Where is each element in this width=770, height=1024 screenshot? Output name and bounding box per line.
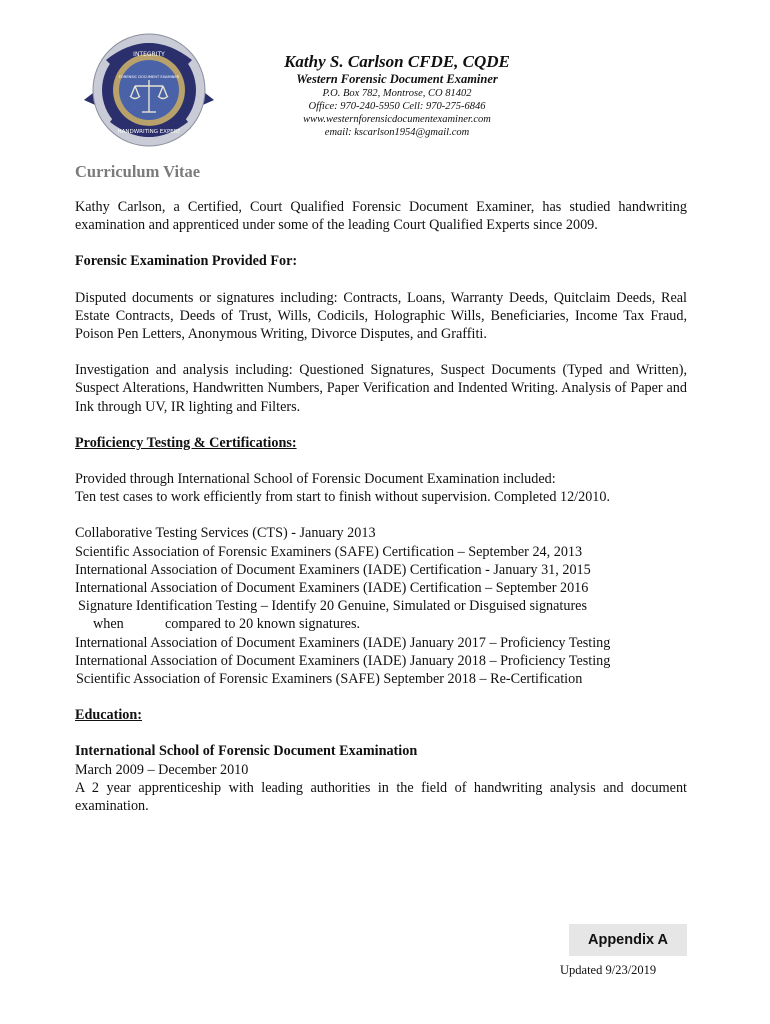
updated-date: Updated 9/23/2019 bbox=[560, 963, 657, 977]
education-description: A 2 year apprenticeship with leading authorities in the field of handwriting analysis and document examination. bbox=[75, 779, 687, 815]
email: email: kscarlson1954@gmail.com bbox=[324, 127, 470, 138]
cv-title: Curriculum Vitae bbox=[75, 162, 201, 181]
website: www.westernforensicdocumentexaminer.com bbox=[303, 114, 491, 125]
cert-item-continued bbox=[75, 615, 687, 633]
seal-bottom-text: HANDWRITING EXPERT bbox=[117, 129, 181, 135]
seal-top-text: INTEGRITY bbox=[133, 51, 165, 58]
cert-item: Collaborative Testing Services (CTS) - January 2013 bbox=[75, 525, 376, 542]
proficiency-heading: Proficiency Testing & Certifications: bbox=[75, 434, 297, 451]
forensic-heading: Forensic Examination Provided For: bbox=[75, 253, 298, 270]
cert-item: International Association of Document Examiners (IADE) January 2017 – Proficiency Testing bbox=[75, 634, 611, 651]
cert-item: Scientific Association of Forensic Examiners (SAFE) September 2018 – Re-Certification bbox=[76, 671, 583, 688]
cert-item: Signature Identification Testing – Identify 20 Genuine, Simulated or Disguised signatures bbox=[78, 598, 588, 615]
seal-inner-text: FORENSIC DOCUMENT EXAMINER bbox=[118, 75, 180, 79]
examiner-title: Western Forensic Document Examiner bbox=[296, 72, 498, 86]
letterhead bbox=[232, 52, 562, 139]
cv-body bbox=[75, 162, 687, 815]
cert-item: International Association of Document Examiners (IADE) Certification – September 2016 bbox=[75, 580, 589, 597]
intro-paragraph: Kathy Carlson, a Certified, Court Qualified Forensic Document Examiner, has studied handwriting examination and apprenticed under some of the leading Court Qualified Experts since 2009. bbox=[75, 199, 687, 234]
cert-item: International Association of Document Examiners (IADE) Certification - January 31, 2015 bbox=[75, 561, 591, 578]
cert-item: Scientific Association of Forensic Examiners (SAFE) Certification – September 24, 2013 bbox=[75, 543, 583, 560]
cert-item-when: when bbox=[93, 616, 124, 633]
proficiency-line-1: Provided through International School of Forensic Document Examination included: bbox=[75, 471, 556, 488]
education-dates: March 2009 – December 2010 bbox=[75, 761, 249, 778]
examiner-name: Kathy S. Carlson CFDE, CQDE bbox=[284, 52, 510, 71]
forensic-paragraph-2: Investigation and analysis including: Questioned Signatures, Suspect Documents (Typed and Written), Suspect Alterations, Handwritten Numbers, Paper Verification and Indented Writing. Analysis of Paper and Ink through UV, IR lighting and Filters. bbox=[75, 362, 687, 415]
cert-item-compared: compared to 20 known signatures. bbox=[165, 616, 361, 633]
phone-numbers: Office: 970-240-5950 Cell: 970-275-6846 bbox=[308, 101, 486, 112]
education-school: International School of Forensic Document Examination bbox=[75, 743, 418, 760]
cert-item: International Association of Document Examiners (IADE) January 2018 – Proficiency Testing bbox=[75, 652, 611, 669]
proficiency-line-2: Ten test cases to work efficiently from start to finish without supervision. Completed 12/2010. bbox=[75, 489, 611, 506]
education-heading: Education: bbox=[75, 707, 143, 724]
examiner-seal-logo bbox=[80, 30, 218, 150]
address: P.O. Box 782, Montrose, CO 81402 bbox=[322, 88, 472, 99]
forensic-paragraph-1: Disputed documents or signatures including: Contracts, Loans, Warranty Deeds, Quitclaim Deeds, Real Estate Contracts, Deeds of Trust, Wills, Codicils, Holographic Wills, Beneficiaries, Income Tax Fraud, Poison Pen Letters, Anonymous Writing, Divorce Disputes, and Graffiti. bbox=[75, 289, 687, 343]
appendix-label: Appendix A bbox=[569, 924, 687, 956]
